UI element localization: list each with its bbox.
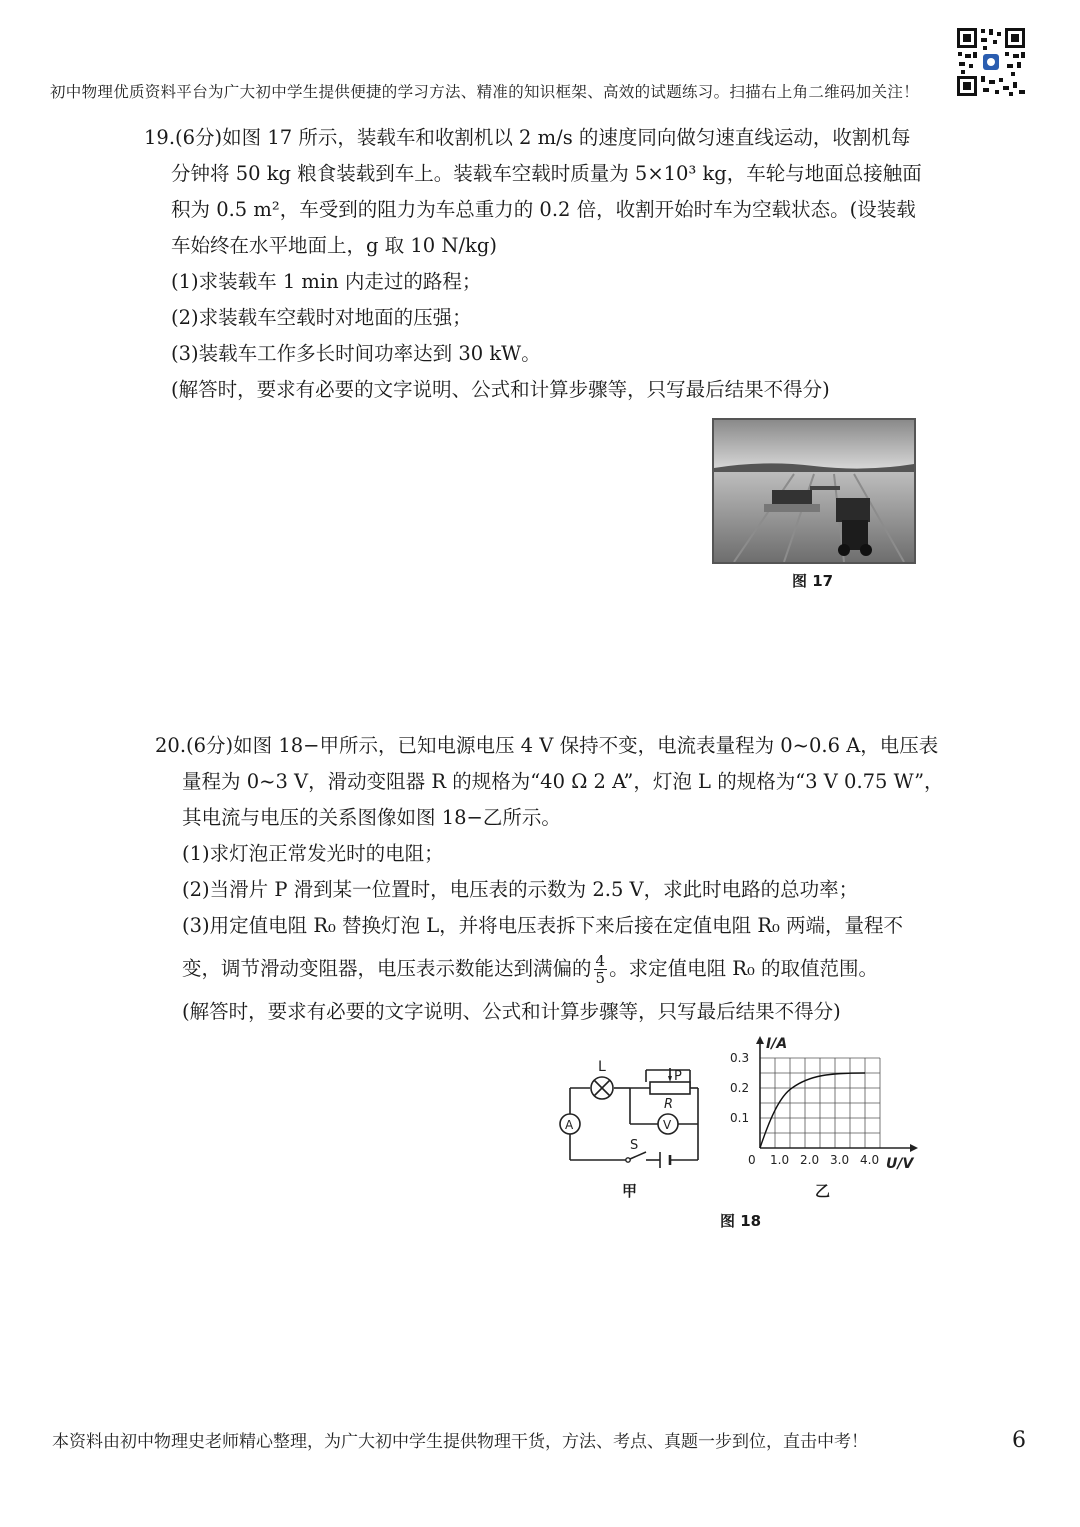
q20-part-3-continued: [155, 944, 944, 994]
q20-part-1: (1)求灯泡正常发光时的电阻；: [182, 842, 444, 865]
iu-curve: [760, 1073, 865, 1148]
graph-x-tick-3.0: 3.0: [830, 1153, 850, 1167]
figure-18a-label: 甲: [622, 1182, 638, 1200]
q19-line-4: 车始终在水平地面上，g 取 10 N/kg): [171, 234, 497, 257]
harvester-photo: [712, 418, 916, 564]
graph-x-tick-1.0: 1.0: [770, 1153, 790, 1167]
graph-y-tick-0.1: 0.1: [730, 1111, 750, 1125]
graph-y-tick-0.2: 0.2: [730, 1081, 750, 1095]
figure-17-label: 图 17: [792, 572, 834, 590]
q19-part-1: (1)求装载车 1 min 内走过的路程；: [171, 270, 482, 293]
q19-line-1: 19.(6分)如图 17 所示，装载车和收割机以 2 m/s 的速度同向做匀速直线运动，收割机每: [144, 126, 911, 149]
iu-graph: [730, 1030, 930, 1175]
graph-y-tick-0.3: 0.3: [730, 1051, 750, 1065]
page-number: 6: [1012, 1428, 1026, 1453]
qr-code[interactable]: [955, 26, 1027, 98]
graph-x-title: U/V: [886, 1156, 914, 1172]
q20-part-3-text-a: 变，调节滑动变阻器，电压表示数能达到满偏的: [182, 957, 592, 980]
q19-instruction: (解答时，要求有必要的文字说明、公式和计算步骤等，只写最后结果不得分): [171, 378, 830, 401]
q20-instruction: (解答时，要求有必要的文字说明、公式和计算步骤等，只写最后结果不得分): [182, 1000, 841, 1023]
fraction-denominator: 5: [595, 969, 606, 987]
question-19: [144, 120, 922, 408]
rheostat-label: R: [664, 1097, 674, 1112]
q19-part-2: (2)求装载车空载时对地面的压强；: [171, 306, 472, 329]
fraction-numerator: 4: [595, 952, 606, 970]
q20-part-2: (2)当滑片 P 滑到某一位置时，电压表的示数为 2.5 V，求此时电路的总功率；: [182, 878, 859, 901]
q19-line-2: 分钟将 50 kg 粮食装载到车上。装载车空载时质量为 5×10³ kg，车轮与地面总接触面: [171, 162, 922, 185]
figure-18b-label: 乙: [815, 1182, 831, 1200]
q20-line-3: 其电流与电压的关系图像如图 18−乙所示。: [182, 806, 561, 829]
q20-part-3-text-b: 。求定值电阻 R₀ 的取值范围。: [609, 957, 878, 980]
graph-x-tick-4.0: 4.0: [860, 1153, 880, 1167]
graph-x-tick-2.0: 2.0: [800, 1153, 820, 1167]
footer-notice: 本资料由初中物理史老师精心整理，为广大初中学生提供物理干货，方法、考点、真题一步到位，直击中考！: [52, 1432, 868, 1452]
circuit-diagram: [550, 1052, 710, 1172]
q19-part-3: (3)装载车工作多长时间功率达到 30 kW。: [171, 342, 541, 365]
graph-x-tick-0: 0: [748, 1153, 756, 1167]
header-notice: 初中物理优质资料平台为广大初中学生提供便捷的学习方法、精准的知识框架、高效的试题练习。扫描右上角二维码加关注！: [50, 83, 920, 101]
q20-part-3: (3)用定值电阻 R₀ 替换灯泡 L，并将电压表拆下来后接在定值电阻 R₀ 两端，量程不: [182, 914, 904, 937]
q19-line-3: 积为 0.5 m²，车受到的阻力为车总重力的 0.2 倍，收割开始时车为空载状态。(设装载: [171, 198, 916, 221]
ammeter-label: A: [565, 1118, 574, 1132]
switch-label: S: [630, 1138, 639, 1153]
figure-18-label: 图 18: [720, 1212, 762, 1230]
fraction-four-fifths: [594, 953, 608, 986]
q20-line-1: 20.(6分)如图 18−甲所示，已知电源电压 4 V 保持不变，电流表量程为 0~0.6 A，电压表: [155, 734, 939, 757]
slider-label: P: [674, 1069, 682, 1084]
q20-line-2: 量程为 0~3 V，滑动变阻器 R 的规格为“40 Ω 2 A”，灯泡 L 的规格为“3 V 0.75 W”，: [182, 770, 944, 793]
graph-y-title: I/A: [766, 1036, 788, 1052]
voltmeter-label: V: [663, 1118, 672, 1132]
lamp-label: L: [598, 1059, 606, 1075]
question-20: [155, 728, 944, 1030]
